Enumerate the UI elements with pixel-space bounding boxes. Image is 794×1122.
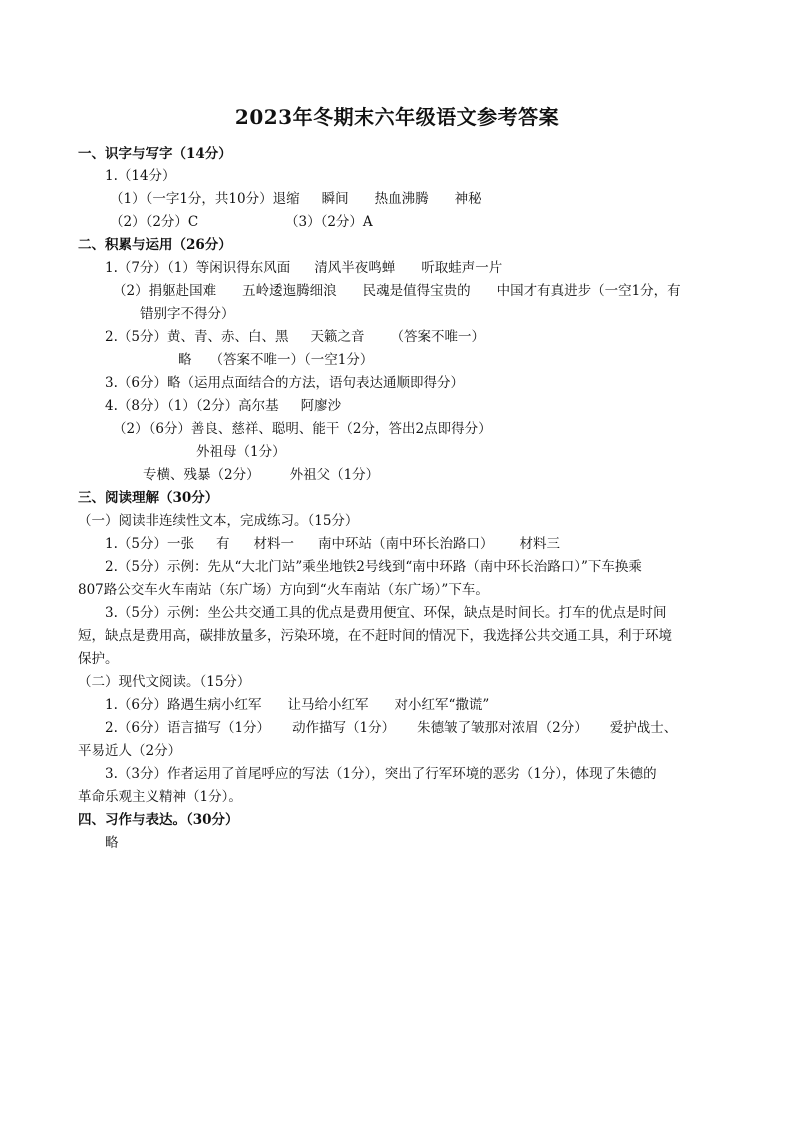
s3-p1-q1-b: 有: [215, 536, 230, 552]
s3-p2-q2-c: 朱德皱了皱那对浓眉（2分）: [417, 720, 588, 736]
s3-p1-q1-d: 南中环站（南中环长治路口）: [317, 536, 494, 552]
s3-p1-q1-e: 材料三: [519, 536, 560, 552]
s2-q1-c: 听取蛙声一片: [421, 260, 503, 276]
s1-q1-1: [110, 190, 482, 208]
s1-q1-1-b: 瞬间: [321, 191, 349, 207]
s1-q1-1-d: 神秘: [454, 191, 482, 207]
s1-q1-head: 1.（14分）: [105, 168, 176, 184]
s1-q1-2: （2）（2分）C: [110, 214, 199, 230]
s2-q1-2-cont: 错别字不得分）: [140, 306, 235, 322]
s2-q4-a: 4.（8分）（1）（2分）高尔基: [105, 398, 279, 414]
s2-q4-4: [143, 466, 379, 484]
s2-q2-line2: [178, 351, 373, 369]
s2-q4-3: 外祖母（1分）: [196, 444, 286, 460]
s2-q2-b: 天籁之音: [310, 329, 365, 345]
s3-p2-q1-c: 对小红军“撒谎”: [394, 697, 490, 713]
s3-p2-q2-line2: 平易近人（2分）: [78, 743, 182, 759]
s2-q3: 3.（6分）略（运用点面结合的方法，语句表达通顺即得分）: [105, 375, 464, 391]
section-4-heading: 四、习作与表达。（30分）: [78, 812, 239, 828]
s2-q4-b: 阿廖沙: [300, 398, 342, 414]
s3-p1-q1: [105, 535, 560, 553]
s2-q4-4b: 外祖父（1分）: [289, 467, 380, 483]
s2-q4-4a: 专横、残暴（2分）: [143, 467, 260, 483]
s3-p1-q2-line1: 2.（5分）示例：先从“大北门站”乘坐地铁2号线到“南中环路（南中环长治路口）”下车换乘: [105, 559, 642, 575]
s2-q1-a: 1.（7分）（1）等闲识得东风面: [105, 260, 291, 276]
s3-part2-heading: （二）现代文阅读。（15分）: [78, 674, 251, 690]
section-2-heading: 二、积累与运用（26分）: [78, 237, 232, 253]
s2-q2-a: 2.（5分）黄、青、赤、白、黑: [105, 329, 289, 345]
s3-p2-q1-b: 让马给小红军: [287, 697, 369, 713]
s4-answer: 略: [105, 835, 119, 851]
s2-q4: [105, 397, 341, 415]
s2-q1-2-b: 五岭逶迤腾细浪: [242, 283, 337, 299]
s1-q1-1-a: （1）（一字1分，共10分）退缩: [110, 191, 300, 207]
s3-p1-q3-line1: 3.（5分）示例：坐公共交通工具的优点是费用便宜、环保，缺点是时间长。打车的优点是时间: [105, 605, 667, 621]
s3-p2-q2-d: 爱护战士、: [609, 720, 678, 736]
s1-q1-3: （3）（2分）A: [285, 214, 373, 230]
section-1-heading: 一、识字与写字（14分）: [78, 146, 232, 162]
s2-q2-d: 略: [178, 352, 192, 368]
s3-p1-q3-line2: 短，缺点是费用高，碳排放量多，污染环境，在不赶时间的情况下，我选择公共交通工具，利于环境: [78, 628, 672, 644]
s2-q1-2-d: 中国才有真进步（一空1分，有: [496, 283, 681, 299]
s3-p2-q2-a: 2.（6分）语言描写（1分）: [105, 720, 271, 736]
s3-p2-q3-line1: 3.（3分）作者运用了首尾呼应的写法（1分），突出了行军环境的恶劣（1分），体现了朱德的: [105, 766, 657, 782]
section-3-heading: 三、阅读理解（30分）: [78, 490, 219, 506]
s2-q1-2-c: 民魂是值得宝贵的: [362, 283, 471, 299]
s3-p1-q1-c: 材料一: [253, 536, 294, 552]
s2-q1-b: 清风半夜鸣蝉: [314, 260, 396, 276]
s3-p2-q1-a: 1.（6分）路遇生病小红军: [105, 697, 262, 713]
s2-q1-2-a: （2）捐躯赴国难: [113, 283, 217, 299]
s3-p2-q3-line2: 革命乐观主义精神（1分）。: [78, 789, 242, 805]
s3-p1-q1-a: 1.（5分）一张: [105, 536, 194, 552]
s2-q2-c: （答案不唯一）: [390, 329, 485, 345]
s3-p2-q2: [105, 719, 677, 737]
s3-part1-heading: （一）阅读非连续性文本，完成练习。（15分）: [78, 513, 359, 529]
s2-q1: [105, 259, 502, 277]
s3-p2-q2-b: 动作描写（1分）: [292, 720, 396, 736]
s2-q2: [105, 328, 485, 346]
s3-p2-q1: [105, 696, 489, 714]
s1-q1-1-c: 热血沸腾: [374, 191, 429, 207]
s2-q1-2: [113, 282, 681, 300]
s2-q4-2: （2）（6分）善良、慈祥、聪明、能干（2分，答出2点即得分）: [113, 421, 492, 437]
s3-p1-q3-line3: 保护。: [78, 651, 119, 667]
s3-p1-q2-line2: 807路公交车火车南站（东广场）方向到“火车南站（东广场）”下车。: [78, 582, 489, 598]
s2-q2-e: （答案不唯一）（一空1分）: [209, 352, 374, 368]
page-title: 2023年冬期末六年级语文参考答案: [234, 105, 560, 129]
